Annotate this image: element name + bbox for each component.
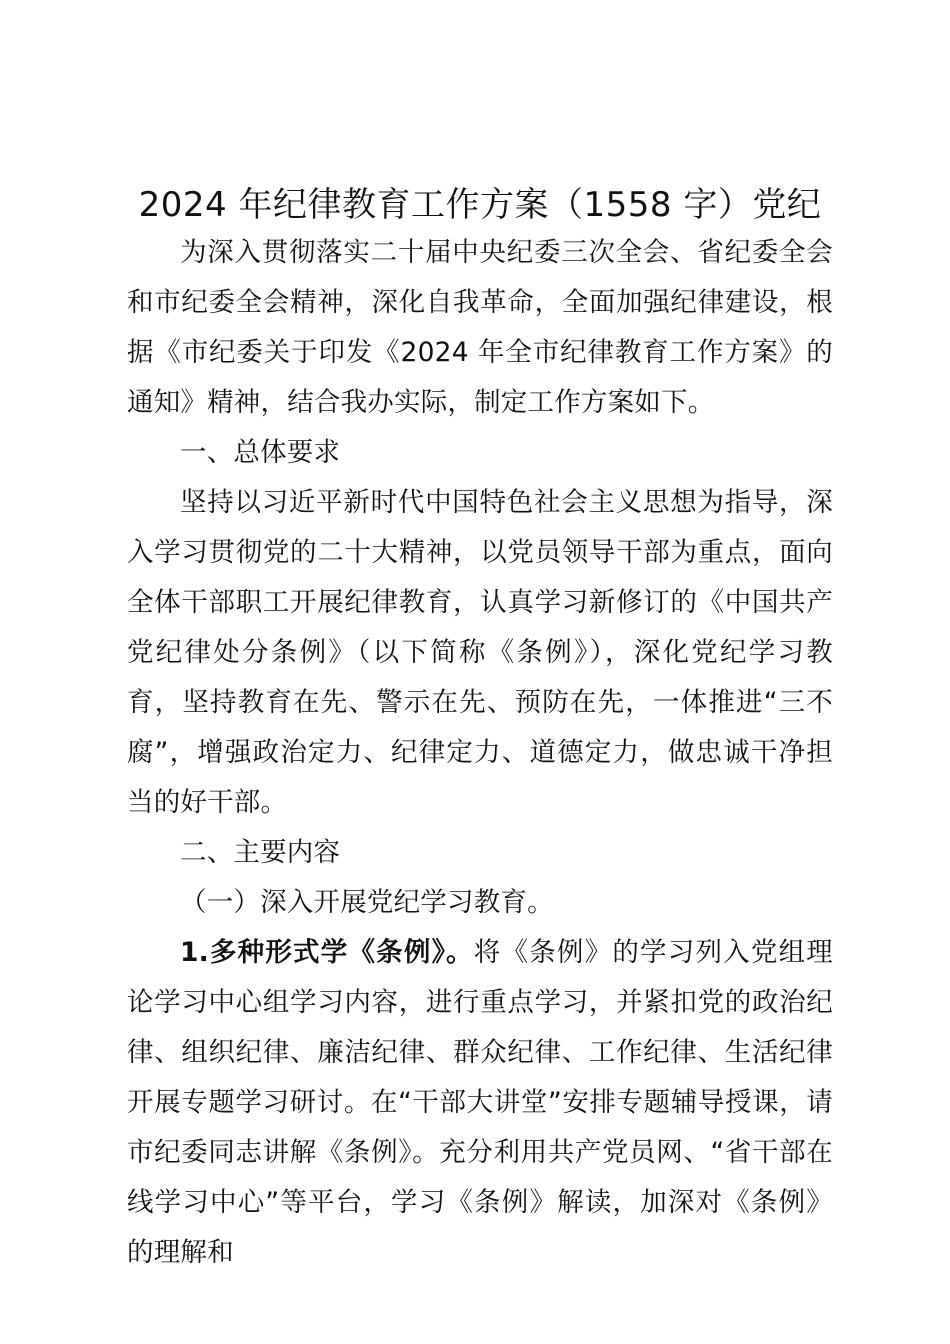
item-paragraph-1 [127,928,833,1278]
section-heading-2: 二、主要内容 [180,837,341,868]
document-body [127,228,833,1278]
section-heading-1: 一、总体要求 [180,437,341,468]
intro-paragraph: 为深入贯彻落实二十届中央纪委三次全会、省纪委全会和市纪委全会精神，深化自我革命，全面加强纪律建设，根据《市纪委关于印发《2024 年全市纪律教育工作方案》的通知》精神，结合我办实际，制定工作方案如下。 [127,237,833,418]
general-requirements-paragraph: 坚持以习近平新时代中国特色社会主义思想为指导，深入学习贯彻党的二十大精神，以党员领导干部为重点，面向全体干部职工开展纪律教育，认真学习新修订的《中国共产党纪律处分条例》（以下简称《条例》），深化党纪学习教育，坚持教育在先、警示在先、预防在先，一体推进“三不腐”，增强政治定力、纪律定力、道德定力，做忠诚干净担当的好干部。 [127,487,833,818]
document-title: 2024 年纪律教育工作方案（1558 字）党纪 [138,185,822,225]
subsection-heading-1: （一）深入开展党纪学习教育。 [180,887,554,918]
item-lead-bold: 1.多种形式学《条例》。 [180,937,474,968]
item-text: 将《条例》的学习列入党组理论学习中心组学习内容，进行重点学习，并紧扣党的政治纪律、组织纪律、廉洁纪律、群众纪律、工作纪律、生活纪律开展专题学习研讨。在“干部大讲堂”安排专题辅导授课，请市纪委同志讲解《条例》。充分利用共产党员网、“省干部在线学习中心”等平台，学习《条例》解读，加深对《条例》的理解和 [127,937,834,1268]
